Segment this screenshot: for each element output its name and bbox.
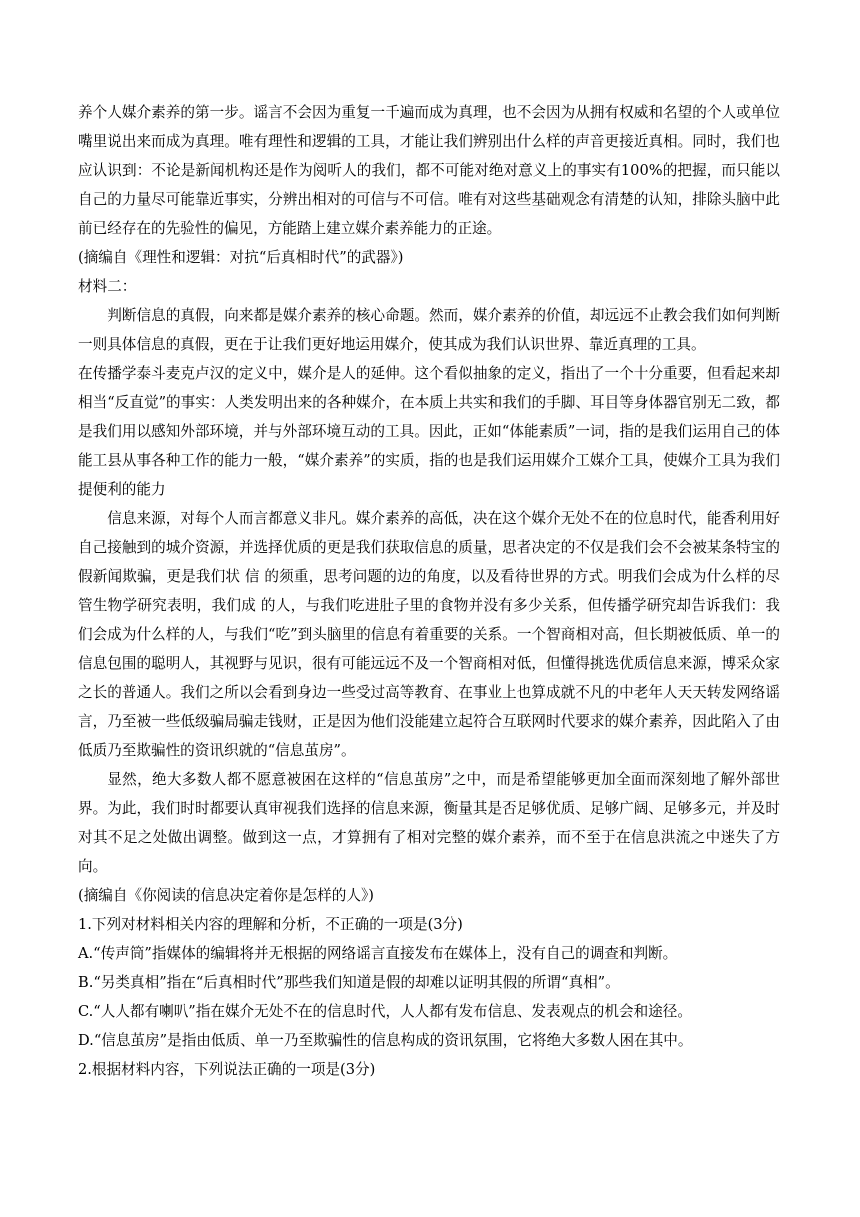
body-paragraph: 在传播学泰斗麦克卢汉的定义中，媒介是人的延伸。这个看似抽象的定义，指出了一个十分重要，但看起来却相当“反直觉”的事实：人类发明出来的各种媒介，在本质上共实和我们的手脚、耳目等身体器官别无二致，都是我们用以感知外部环境，并与外部环境互动的工具。因此，正如“体能素质”一词，指的是我们运用自己的体能工县从事各种工作的能力一般，“媒介素养”的实质，指的也是我们运用媒介工媒介工具，使媒介工具为我们提便利的能力 [78,365,780,498]
answer-option-b: B.“另类真相”指在“后真相时代”那些我们知道是假的却难以证明其假的所谓“真相”。 [78,974,620,991]
source-citation: (摘编自《理性和逻辑：对抗“后真相时代”的武器》) [78,249,404,266]
body-paragraph: 信息来源，对每个人而言都意义非凡。媒介素养的高低，决在这个媒介无处不在的位息时代，能香利用好自己接触到的城介资源，并选择优质的更是我们获取信息的质量，思者决定的不仅是我们会不会被某条特宝的假新闻欺骗，更是我们状 信 的须重，思考问题的边的角度，以及看待世界的方式。明我们会成为什么样的尽管生物学研究表明，我们成 的人，与我们吃进肚子里的食物并没有多少关系，但传播学研究却告诉我们：我们会成为什么样的人，与我们“吃”到头脑里的信息有着重要的关系。一个智商相对高，但长期被低质、单一的信息包围的聪明人，其视野与见识，很有可能远远不及一个智商相对低，但懂得挑选优质信息来源，博采众家之长的普通人。我们之所以会看到身边一些受过高等教育、在事业上也算成就不凡的中老年人天天转发网络谣言，乃至被一些低级骗局骗走钱财，正是因为他们没能建立起符合互联网时代要求的媒介素养，因此陷入了由低质乃至欺骗性的资讯织就的“信息茧房”。 [78,510,780,759]
document-page [78,98,780,1084]
source-citation: (摘编自《你阅读的信息决定着你是怎样的人》) [78,887,374,904]
question-stem: 1.下列对材料相关内容的理解和分析，不正确的一项是(3分) [78,916,463,933]
answer-option-a: A.“传声筒”指媒体的编辑将并无根据的网络谣言直接发布在媒体上，没有自己的调查和判断。 [78,945,678,962]
answer-option-d: D.“信息茧房”是指由低质、单一乃至欺骗性的信息构成的资讯氛围，它将绝大多数人困在其中。 [78,1032,693,1049]
answer-option-c: C.“人人都有喇叭”指在媒介无处不在的信息时代，人人都有发布信息、发表观点的机会和途径。 [78,1003,692,1020]
body-paragraph: 显然，绝大多数人都不愿意被困在这样的“信息茧房”之中，而是希望能够更加全面而深刻地了解外部世界。为此，我们时时都要认真审视我们选择的信息来源，衡量其是否足够优质、足够广阔、足够多元，并及时对其不足之处做出调整。做到这一点，才算拥有了相对完整的媒介素养，而不至于在信息洪流之中迷失了方向。 [78,771,780,875]
question-stem: 2.根据材料内容，下列说法正确的一项是(3分) [78,1061,376,1078]
body-paragraph: 养个人媒介素养的第一步。谣言不会因为重复一千遍而成为真理，也不会因为从拥有权威和名望的个人或单位嘴里说出来而成为真理。唯有理性和逻辑的工具，才能让我们辨别出什么样的声音更接近真相。同时，我们也应认识到：不论是新闻机构还是作为阅听人的我们，都不可能对绝对意义上的事实有100%的把握，而只能以自己的力量尽可能靠近事实，分辨出相对的可信与不可信。唯有对这些基础观念有清楚的认知，排除头脑中此前已经存在的先验性的偏见，方能踏上建立媒介素养能力的正途。 [78,104,780,237]
body-paragraph: 判断信息的真假，向来都是媒介素养的核心命题。然而，媒介素养的价值，却远远不止教会我们如何判断一则具体信息的真假，更在于让我们更好地运用媒介，使其成为我们认识世界、靠近真理的工具。 [78,307,780,353]
section-heading: 材料二： [78,278,137,295]
